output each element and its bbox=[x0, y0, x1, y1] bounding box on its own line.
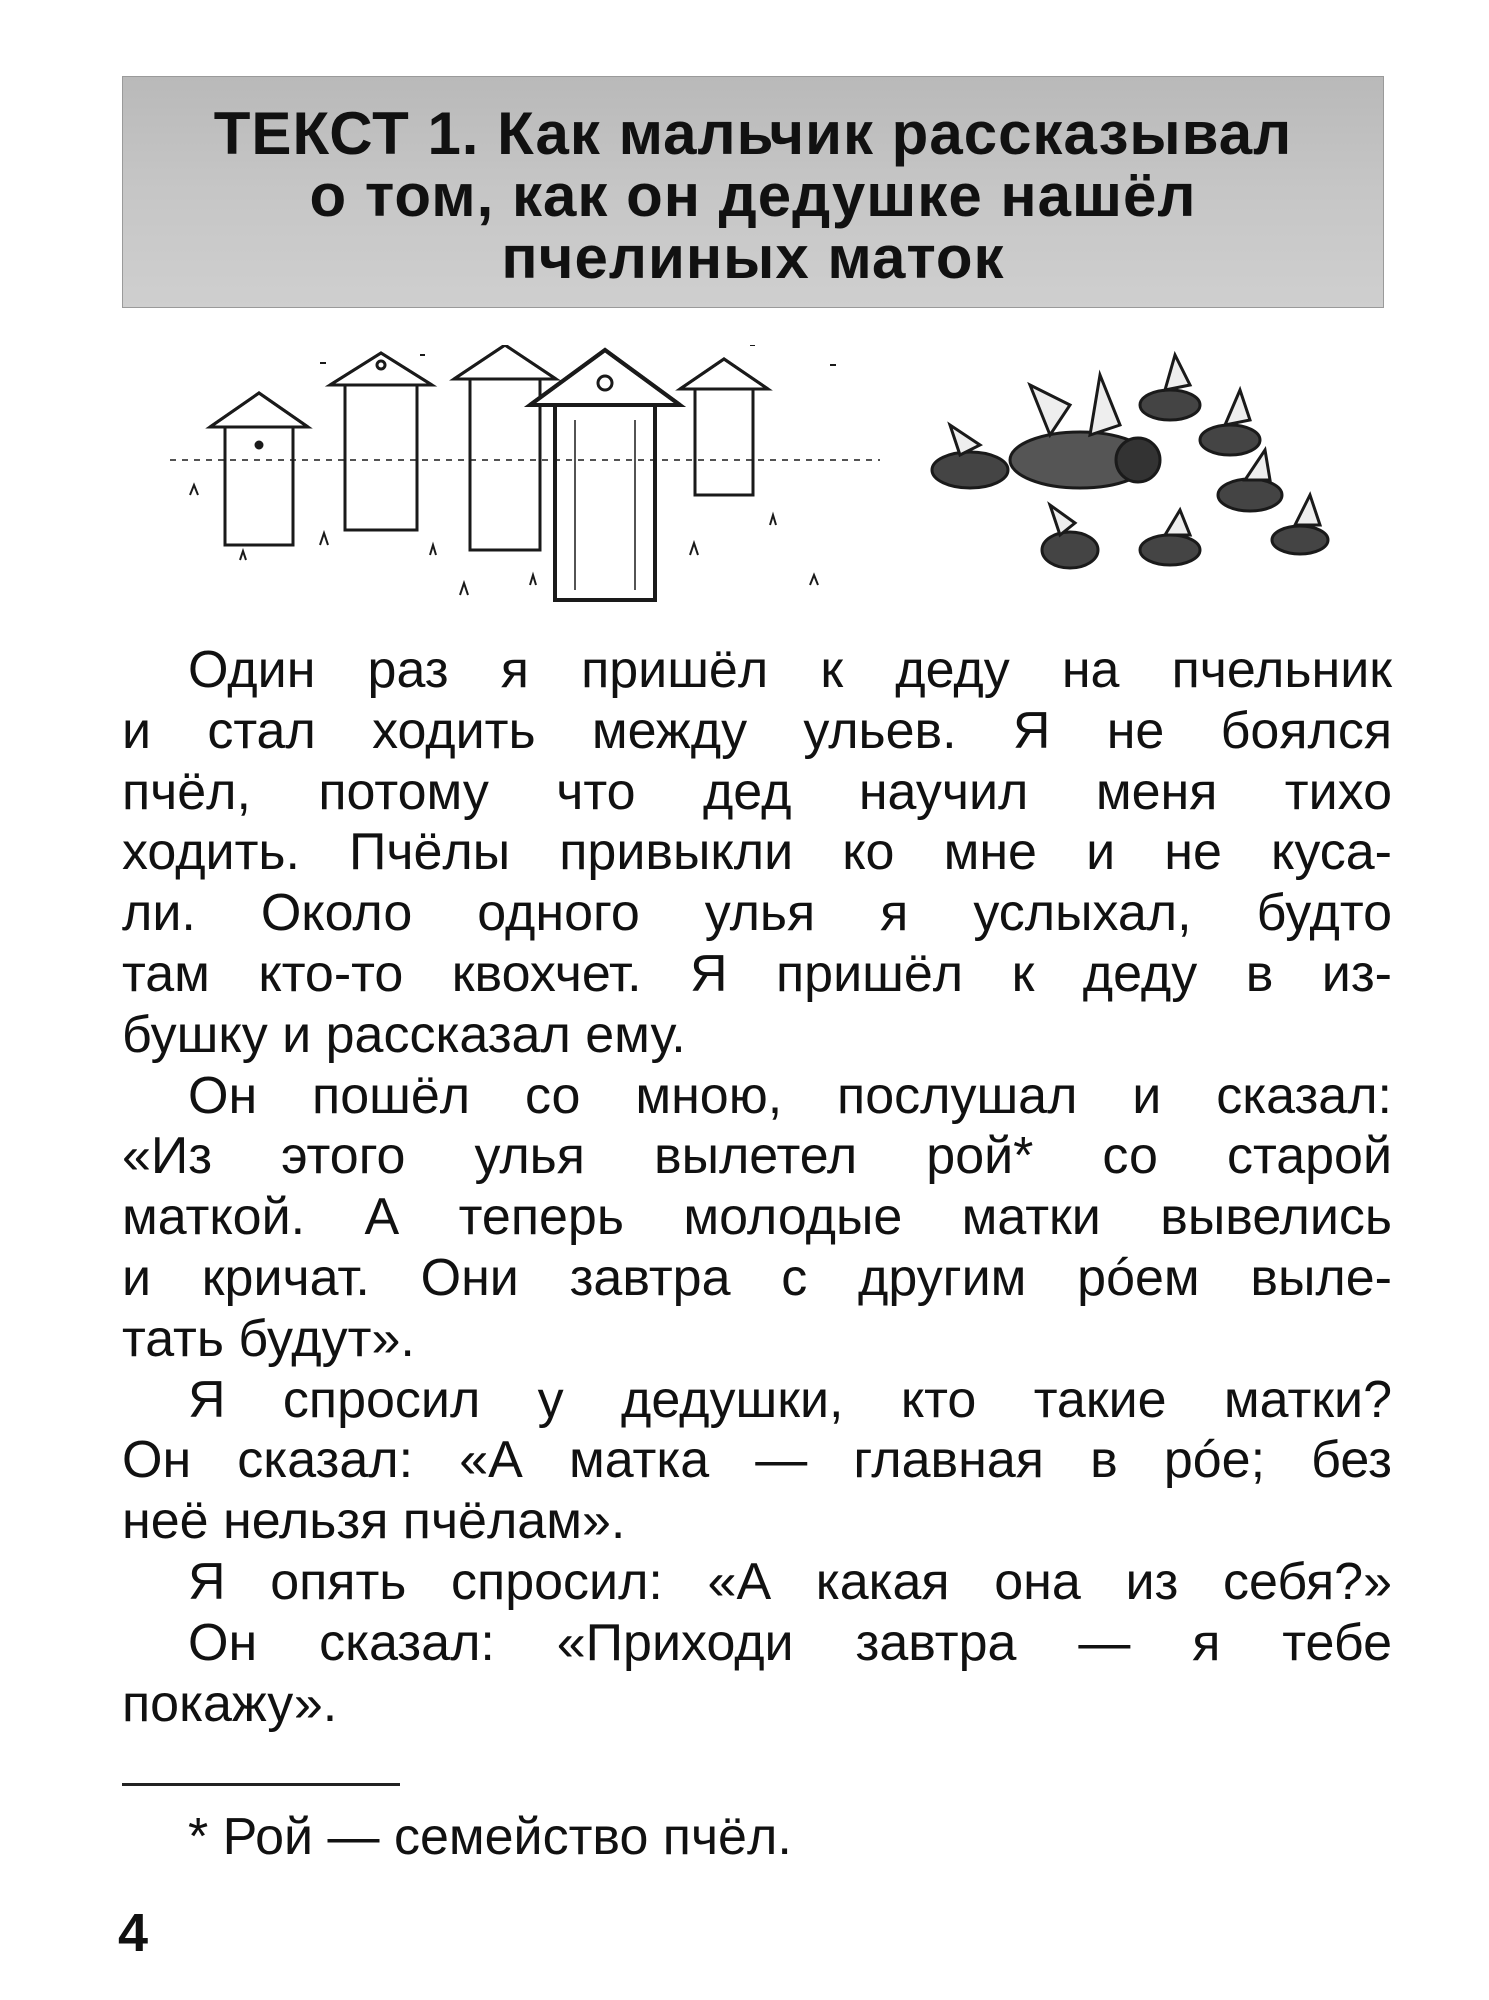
text-line: бушку и рассказал ему. bbox=[122, 1005, 686, 1064]
text-line: ли. Около одного улья я услыхал, будто bbox=[122, 884, 1392, 943]
text-line: Один раз я пришёл к деду на пчельник bbox=[188, 641, 1392, 699]
text-line: покажу». bbox=[122, 1674, 338, 1733]
text-line: и стал ходить между ульев. Я не боялся bbox=[122, 701, 1392, 760]
text-line: тать будут». bbox=[122, 1309, 415, 1368]
text-line: неё нельзя пчёлам». bbox=[122, 1492, 626, 1551]
text-line: «Из этого улья вылетел рой* со старой bbox=[122, 1127, 1392, 1186]
page-title bbox=[123, 100, 1383, 291]
bees-swarm-icon bbox=[932, 355, 1328, 568]
text-line: ходить. Пчёлы привыкли ко мне и не куса- bbox=[122, 823, 1392, 882]
text-line: Я опять спросил: «А какая она из себя?» bbox=[188, 1552, 1392, 1611]
title-banner bbox=[122, 76, 1384, 308]
page-number: 4 bbox=[118, 1903, 149, 1963]
illustration bbox=[170, 345, 1370, 605]
text-line: там кто-то квохчет. Я пришёл к деду в из- bbox=[122, 944, 1392, 1003]
title-line: о том, как он дедушке нашёл bbox=[309, 162, 1197, 229]
title-line: ТЕКСТ 1. Как мальчик рассказывал bbox=[213, 100, 1293, 167]
text-line: Он пошёл со мною, послушал и сказал: bbox=[188, 1066, 1392, 1125]
text-line: Он сказал: «Приходи завтра — я тебе bbox=[188, 1613, 1392, 1672]
story-text bbox=[122, 640, 1392, 1734]
footnote: * Рой — семейство пчёл. bbox=[188, 1808, 792, 1866]
footnote-divider bbox=[122, 1783, 400, 1786]
text-line: маткой. А теперь молодые матки вывелись bbox=[122, 1188, 1392, 1247]
text-line: пчёл, потому что дед научил меня тихо bbox=[122, 762, 1392, 821]
apiary-hives-icon bbox=[170, 345, 880, 600]
text-line: и кричат. Они завтра с другим рóем выле- bbox=[122, 1248, 1392, 1307]
title-line: пчелиных маток bbox=[501, 224, 1005, 291]
text-line: Он сказал: «А матка — главная в рóе; без bbox=[122, 1431, 1392, 1490]
text-line: Я спросил у дедушки, кто такие матки? bbox=[188, 1370, 1392, 1429]
